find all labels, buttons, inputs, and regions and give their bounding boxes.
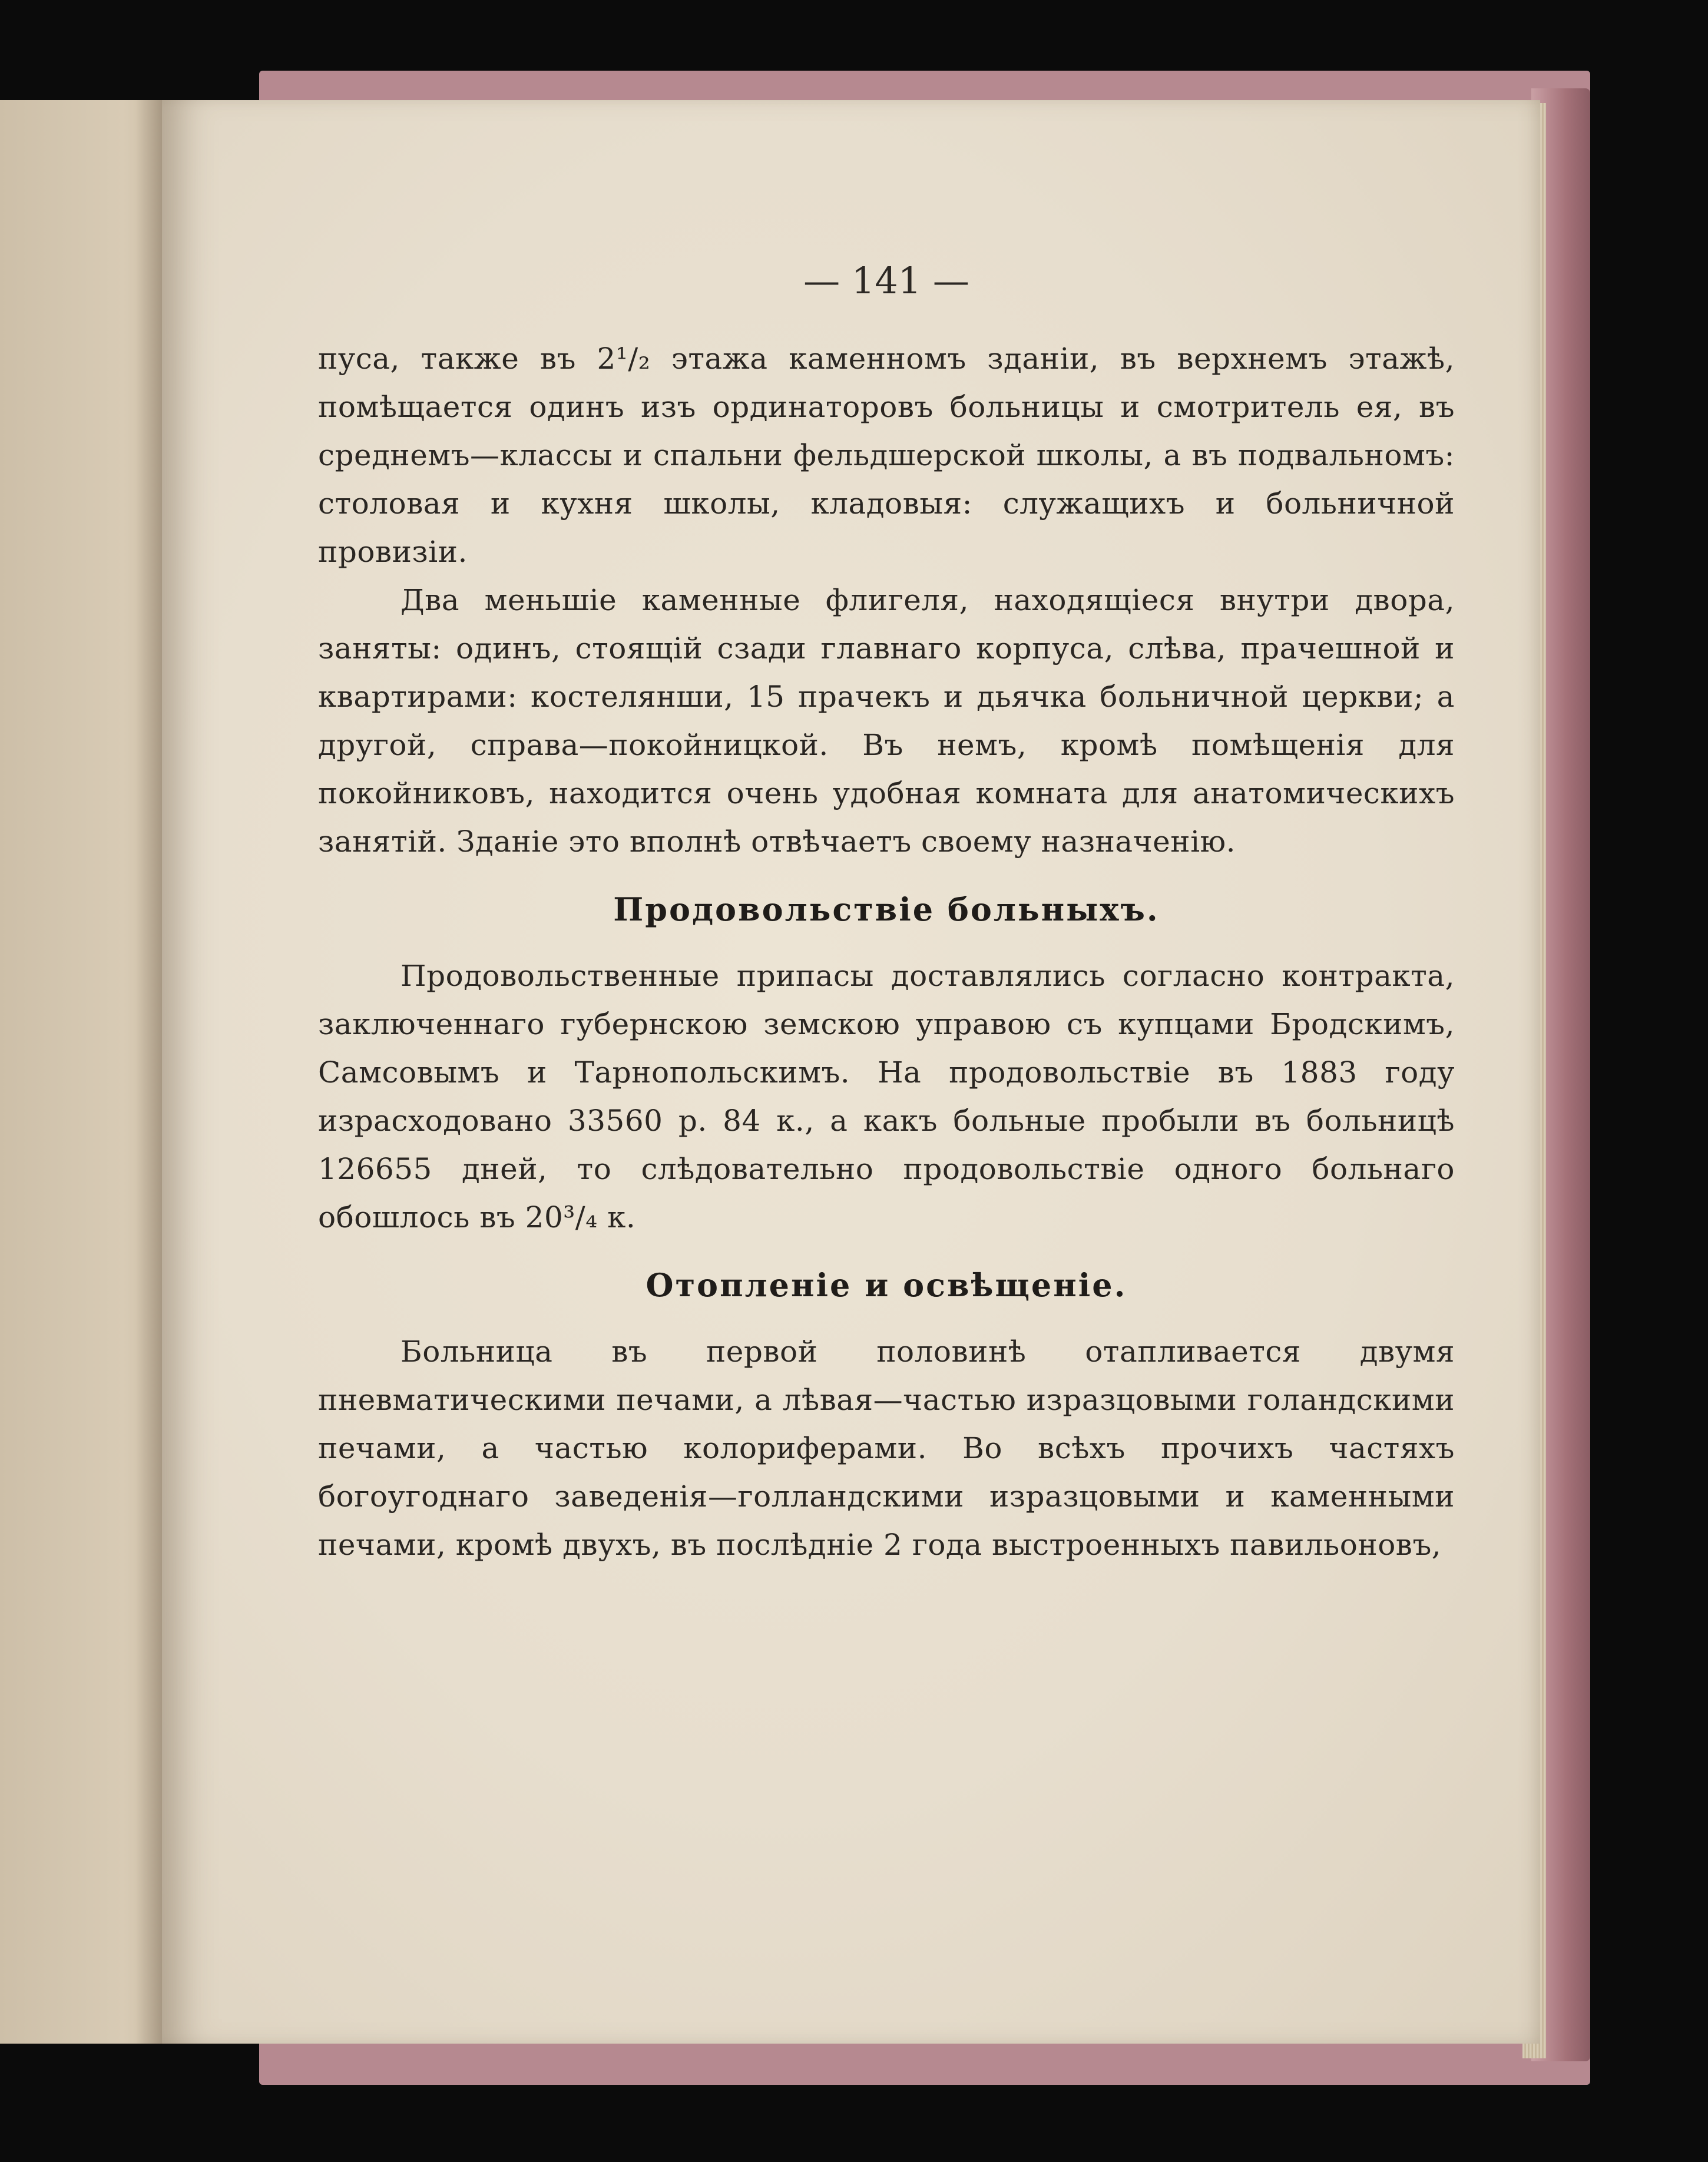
section-heading-heating: Отопленіе и освѣщеніе. [646, 1266, 1127, 1304]
paragraph-3: Продовольственные припасы доставлялись согласно контракта, заключеннаго губернскою земскою управою съ купцами Бродскимъ, Самсовымъ и Тарнопольскимъ. На продовольствіе въ 1883 году израсходовано 33560 р. 84 к., а какъ больные пробыли въ больницѣ 126655 дней, то слѣдовательно продовольствіе одного больнаго обошлось въ 20³/₄ к. [318, 959, 1455, 1234]
paragraph-2: Два меньшіе каменные флигеля, находящіеся внутри двора, заняты: одинъ, стоящій сзади главнаго корпуса, слѣва, прачешной и квартирами: костелянши, 15 прачекъ и дьячка больничной церкви; а другой, справа—покойницкой. Въ немъ, кромѣ помѣщенія для покойниковъ, находится очень удобная комната для анатомическихъ занятій. Зданіе это вполнѣ отвѣчаетъ своему назначенію. [318, 583, 1455, 859]
right-page [162, 100, 1540, 2044]
page-number: — 141 — [803, 259, 969, 302]
section-heading-provisions: Продовольствіе больныхъ. [613, 890, 1160, 928]
paragraph-4: Больница въ первой половинѣ отапливается двумя пневматическими печами, а лѣвая—частью изразцовыми голандскими печами, а частью колориферами. Во всѣхъ прочихъ частяхъ богоугоднаго заведенія—голландскими изразцовыми и каменными печами, кромѣ двухъ, въ послѣдніе 2 года выстроенныхъ павильоновъ, [318, 1335, 1455, 1562]
page-content [318, 259, 1455, 1569]
paragraph-1: пуса, также въ 2¹/₂ этажа каменномъ зданіи, въ верхнемъ этажѣ, помѣщается одинъ изъ ординаторовъ больницы и смотритель ея, въ среднемъ—классы и спальни фельдшерской школы, а въ подвальномъ: столовая и кухня школы, кладовыя: служащихъ и больничной провизіи. [318, 342, 1455, 569]
